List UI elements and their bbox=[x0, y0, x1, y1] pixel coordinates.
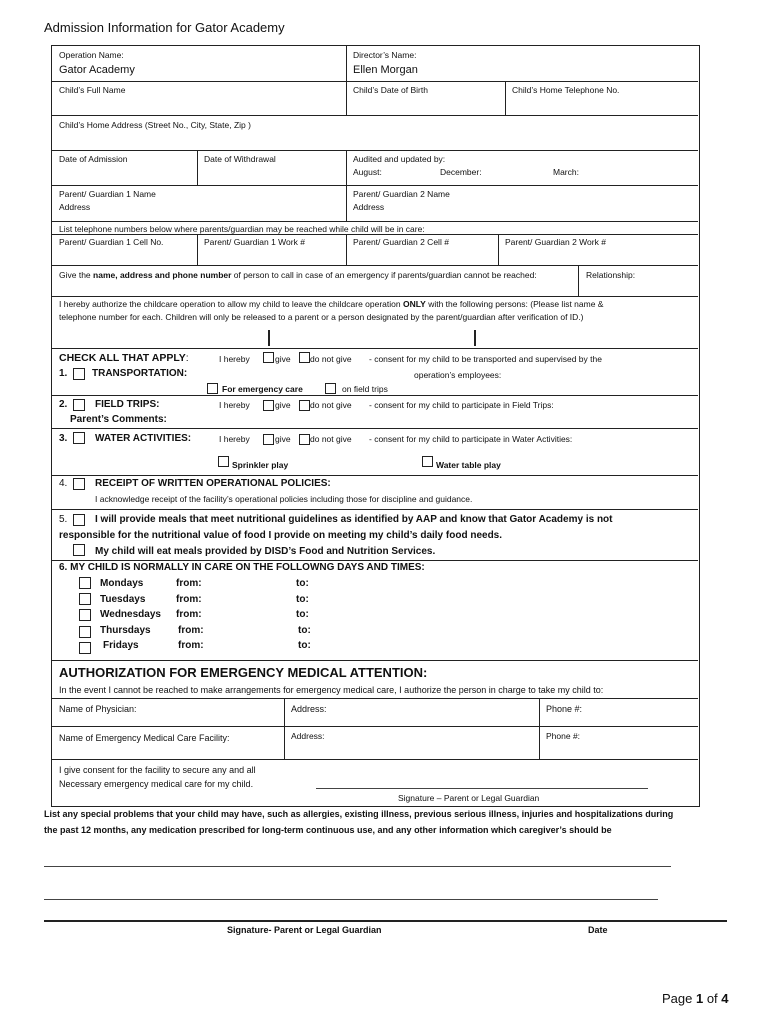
divider bbox=[52, 475, 698, 476]
tuesday-checkbox[interactable] bbox=[79, 593, 91, 605]
to-label: to: bbox=[298, 625, 311, 636]
monday-checkbox[interactable] bbox=[79, 577, 91, 589]
field-trips-transport-label: on field trips bbox=[342, 384, 388, 394]
consent-line-2: Necessary emergency medical care for my child. bbox=[59, 779, 254, 789]
wednesday-checkbox[interactable] bbox=[79, 609, 91, 621]
thursday-checkbox[interactable] bbox=[79, 626, 91, 638]
divider bbox=[52, 348, 698, 349]
footer-signature-label: Signature- Parent or Legal Guardian bbox=[227, 925, 382, 935]
meals-line-1: I will provide meals that meet nutritional guidelines as identified by AAP and know that Gator Academy is not bbox=[95, 514, 613, 525]
meals-number: 5. bbox=[59, 514, 68, 525]
special-problems-line-1: List any special problems that your child may have, such as allergies, existing illness, previous serious illness, injuries and hospitalizations during bbox=[44, 809, 674, 819]
divider bbox=[52, 296, 698, 297]
sprinkler-checkbox[interactable] bbox=[218, 456, 229, 467]
policies-checkbox[interactable] bbox=[73, 478, 85, 490]
facility-address-label: Address: bbox=[291, 731, 325, 741]
signature-rule bbox=[44, 920, 727, 922]
give-label: give bbox=[275, 354, 291, 364]
divider bbox=[52, 560, 698, 561]
water-consent-text: - consent for my child to participate in Water Activities: bbox=[369, 434, 573, 444]
meals-own-checkbox[interactable] bbox=[73, 514, 85, 526]
sprinkler-label: Sprinkler play bbox=[232, 460, 289, 470]
policies-number: 4. bbox=[59, 478, 68, 489]
divider bbox=[346, 234, 347, 265]
divider bbox=[539, 698, 540, 759]
physician-label: Name of Physician: bbox=[59, 704, 137, 714]
page-title: Admission Information for Gator Academy bbox=[44, 20, 285, 35]
parents-comments-label: Parent’s Comments: bbox=[70, 414, 167, 425]
meals-line-3: My child will eat meals provided by DISD’s Food and Nutrition Services. bbox=[95, 546, 436, 557]
divider bbox=[197, 151, 198, 185]
audited-label: Audited and updated by: bbox=[353, 154, 446, 164]
give-label: give bbox=[275, 434, 291, 444]
signature-label: Signature – Parent or Legal Guardian bbox=[398, 793, 540, 803]
operation-name-value[interactable]: Gator Academy bbox=[59, 64, 135, 76]
give-checkbox[interactable] bbox=[263, 352, 274, 363]
signature-line[interactable] bbox=[316, 788, 648, 789]
give-checkbox[interactable] bbox=[263, 400, 274, 411]
relationship-label: Relationship: bbox=[586, 270, 636, 280]
director-name-value[interactable]: Ellen Morgan bbox=[353, 64, 418, 76]
divider bbox=[346, 186, 347, 221]
guardian1-address-label: Address bbox=[59, 202, 91, 212]
do-not-give-label: do not give bbox=[310, 354, 352, 364]
field-trips-consent-text: - consent for my child to participate in Field Trips: bbox=[369, 400, 554, 410]
policies-label: RECEIPT OF WRITTEN OPERATIONAL POLICIES: bbox=[95, 478, 331, 489]
divider bbox=[52, 150, 698, 151]
divider bbox=[52, 265, 698, 266]
operation-name-label: Operation Name: bbox=[59, 50, 124, 60]
to-label: to: bbox=[296, 578, 309, 589]
child-full-name-label: Child’s Full Name bbox=[59, 85, 126, 95]
divider bbox=[284, 698, 285, 759]
water-activities-label: WATER ACTIVITIES: bbox=[95, 433, 192, 444]
give-label: give bbox=[275, 400, 291, 410]
authorize-line2: telephone number for each. Children will only be released to a parent or a person designated by the parent/guardian after verification of ID.) bbox=[59, 312, 584, 322]
meals-line-2: responsible for the nutritional value of food I provide on meeting my child’s daily food needs. bbox=[59, 530, 503, 541]
withdrawal-date-label: Date of Withdrawal bbox=[204, 154, 276, 164]
medical-intro: In the event I cannot be reached to make arrangements for emergency medical care, I authorize the person in charge to take my child to: bbox=[59, 685, 604, 695]
water-number: 3. bbox=[59, 433, 68, 444]
day-thursday: Thursdays bbox=[100, 625, 151, 636]
text-cursor-mark bbox=[474, 330, 476, 346]
admission-date-label: Date of Admission bbox=[59, 154, 128, 164]
divider bbox=[52, 509, 698, 510]
do-not-give-checkbox[interactable] bbox=[299, 434, 310, 445]
divider bbox=[52, 660, 698, 661]
authorize-line1: I hereby authorize the childcare operation to allow my child to leave the childcare operation ONLY with the following persons: (Please list name & bbox=[59, 299, 604, 309]
day-monday: Mondays bbox=[100, 578, 144, 589]
check-all-label: CHECK ALL THAT APPLY: bbox=[59, 352, 189, 364]
divider bbox=[52, 115, 698, 116]
guardian1-work-label: Parent/ Guardian 1 Work # bbox=[204, 237, 305, 247]
special-problems-line-2: the past 12 months, any medication prescribed for long-term continuous use, and any other information which caregiver’s should be bbox=[44, 825, 612, 835]
divider bbox=[346, 82, 347, 115]
divider bbox=[505, 82, 506, 115]
to-label: to: bbox=[296, 609, 309, 620]
guardian2-work-label: Parent/ Guardian 2 Work # bbox=[505, 237, 606, 247]
field-trips-number: 2. bbox=[59, 399, 68, 410]
consent-line-1: I give consent for the facility to secure any and all bbox=[59, 765, 256, 775]
from-label: from: bbox=[176, 594, 202, 605]
child-address-label: Child’s Home Address (Street No., City, State, Zip ) bbox=[59, 120, 251, 130]
i-hereby-text: I hereby bbox=[219, 400, 250, 410]
page-number: Page 1 of 4 bbox=[662, 991, 729, 1006]
divider bbox=[52, 726, 698, 727]
emergency-care-checkbox[interactable] bbox=[207, 383, 218, 394]
facility-label: Name of Emergency Medical Care Facility: bbox=[59, 733, 230, 743]
medical-title: AUTHORIZATION FOR EMERGENCY MEDICAL ATTENTION: bbox=[59, 665, 428, 680]
do-not-give-checkbox[interactable] bbox=[299, 400, 310, 411]
day-wednesday: Wednesdays bbox=[100, 609, 161, 620]
transport-consent-text: - consent for my child to be transported and supervised by the bbox=[369, 354, 602, 364]
divider bbox=[197, 234, 198, 265]
divider bbox=[52, 759, 698, 760]
special-problems-entry-line[interactable] bbox=[44, 899, 658, 900]
from-label: from: bbox=[176, 609, 202, 620]
divider bbox=[52, 395, 698, 396]
do-not-give-label: do not give bbox=[310, 434, 352, 444]
field-trips-checkbox[interactable] bbox=[73, 399, 85, 411]
divider bbox=[52, 221, 698, 222]
water-table-checkbox[interactable] bbox=[422, 456, 433, 467]
guardian2-name-label: Parent/ Guardian 2 Name bbox=[353, 189, 450, 199]
divider bbox=[52, 698, 698, 699]
audit-august: August: bbox=[353, 167, 382, 177]
audit-march: March: bbox=[553, 167, 579, 177]
emergency-contact-label: Give the name, address and phone number of person to call in case of an emergency if parents/guardian cannot be reached: bbox=[59, 270, 537, 280]
friday-checkbox[interactable] bbox=[79, 642, 91, 654]
divider bbox=[52, 234, 698, 235]
physician-phone-label: Phone #: bbox=[546, 704, 583, 714]
director-name-label: Director’s Name: bbox=[353, 50, 417, 60]
field-trips-transport-checkbox[interactable] bbox=[325, 383, 336, 394]
to-label: to: bbox=[298, 640, 311, 651]
text-cursor-mark bbox=[268, 330, 270, 346]
do-not-give-checkbox[interactable] bbox=[299, 352, 310, 363]
footer-date-label: Date bbox=[588, 925, 608, 935]
transport-consent-text-2: operation’s employees: bbox=[414, 370, 502, 380]
divider bbox=[346, 46, 347, 82]
guardian1-cell-label: Parent/ Guardian 1 Cell No. bbox=[59, 237, 164, 247]
emergency-care-label: For emergency care bbox=[222, 384, 303, 394]
to-label: to: bbox=[296, 594, 309, 605]
from-label: from: bbox=[178, 640, 204, 651]
guardian2-cell-label: Parent/ Guardian 2 Cell # bbox=[353, 237, 449, 247]
audit-december: December: bbox=[440, 167, 482, 177]
i-hereby-text: I hereby bbox=[219, 434, 250, 444]
special-problems-entry-line[interactable] bbox=[44, 866, 671, 867]
meals-disd-checkbox[interactable] bbox=[73, 544, 85, 556]
facility-phone-label: Phone #: bbox=[546, 731, 581, 741]
divider bbox=[346, 151, 347, 185]
day-tuesday: Tuesdays bbox=[100, 594, 146, 605]
transportation-checkbox[interactable] bbox=[73, 368, 85, 380]
from-label: from: bbox=[176, 578, 202, 589]
water-activities-checkbox[interactable] bbox=[73, 432, 85, 444]
child-phone-label: Child’s Home Telephone No. bbox=[512, 85, 620, 95]
field-trips-label: FIELD TRIPS: bbox=[95, 399, 160, 410]
schedule-header: 6. MY CHILD IS NORMALLY IN CARE ON THE FOLLOWNG DAYS AND TIMES: bbox=[59, 562, 425, 573]
water-table-label: Water table play bbox=[436, 460, 501, 470]
from-label: from: bbox=[178, 625, 204, 636]
physician-address-label: Address: bbox=[291, 704, 327, 714]
policies-text: I acknowledge receipt of the facility’s operational policies including those for discipline and guidance. bbox=[95, 494, 473, 504]
day-friday: Fridays bbox=[103, 640, 139, 651]
transport-number: 1. bbox=[59, 368, 68, 379]
i-hereby-text: I hereby bbox=[219, 354, 250, 364]
divider bbox=[52, 81, 698, 82]
divider bbox=[498, 234, 499, 265]
guardian2-address-label: Address bbox=[353, 202, 385, 212]
do-not-give-label: do not give bbox=[310, 400, 352, 410]
divider bbox=[52, 428, 698, 429]
phones-intro: List telephone numbers below where parents/guardian may be reached while child will be in care: bbox=[59, 224, 425, 234]
child-dob-label: Child’s Date of Birth bbox=[353, 85, 428, 95]
guardian1-name-label: Parent/ Guardian 1 Name bbox=[59, 189, 156, 199]
transportation-label: TRANSPORTATION: bbox=[92, 368, 188, 379]
divider bbox=[52, 185, 698, 186]
divider bbox=[578, 265, 579, 296]
give-checkbox[interactable] bbox=[263, 434, 274, 445]
